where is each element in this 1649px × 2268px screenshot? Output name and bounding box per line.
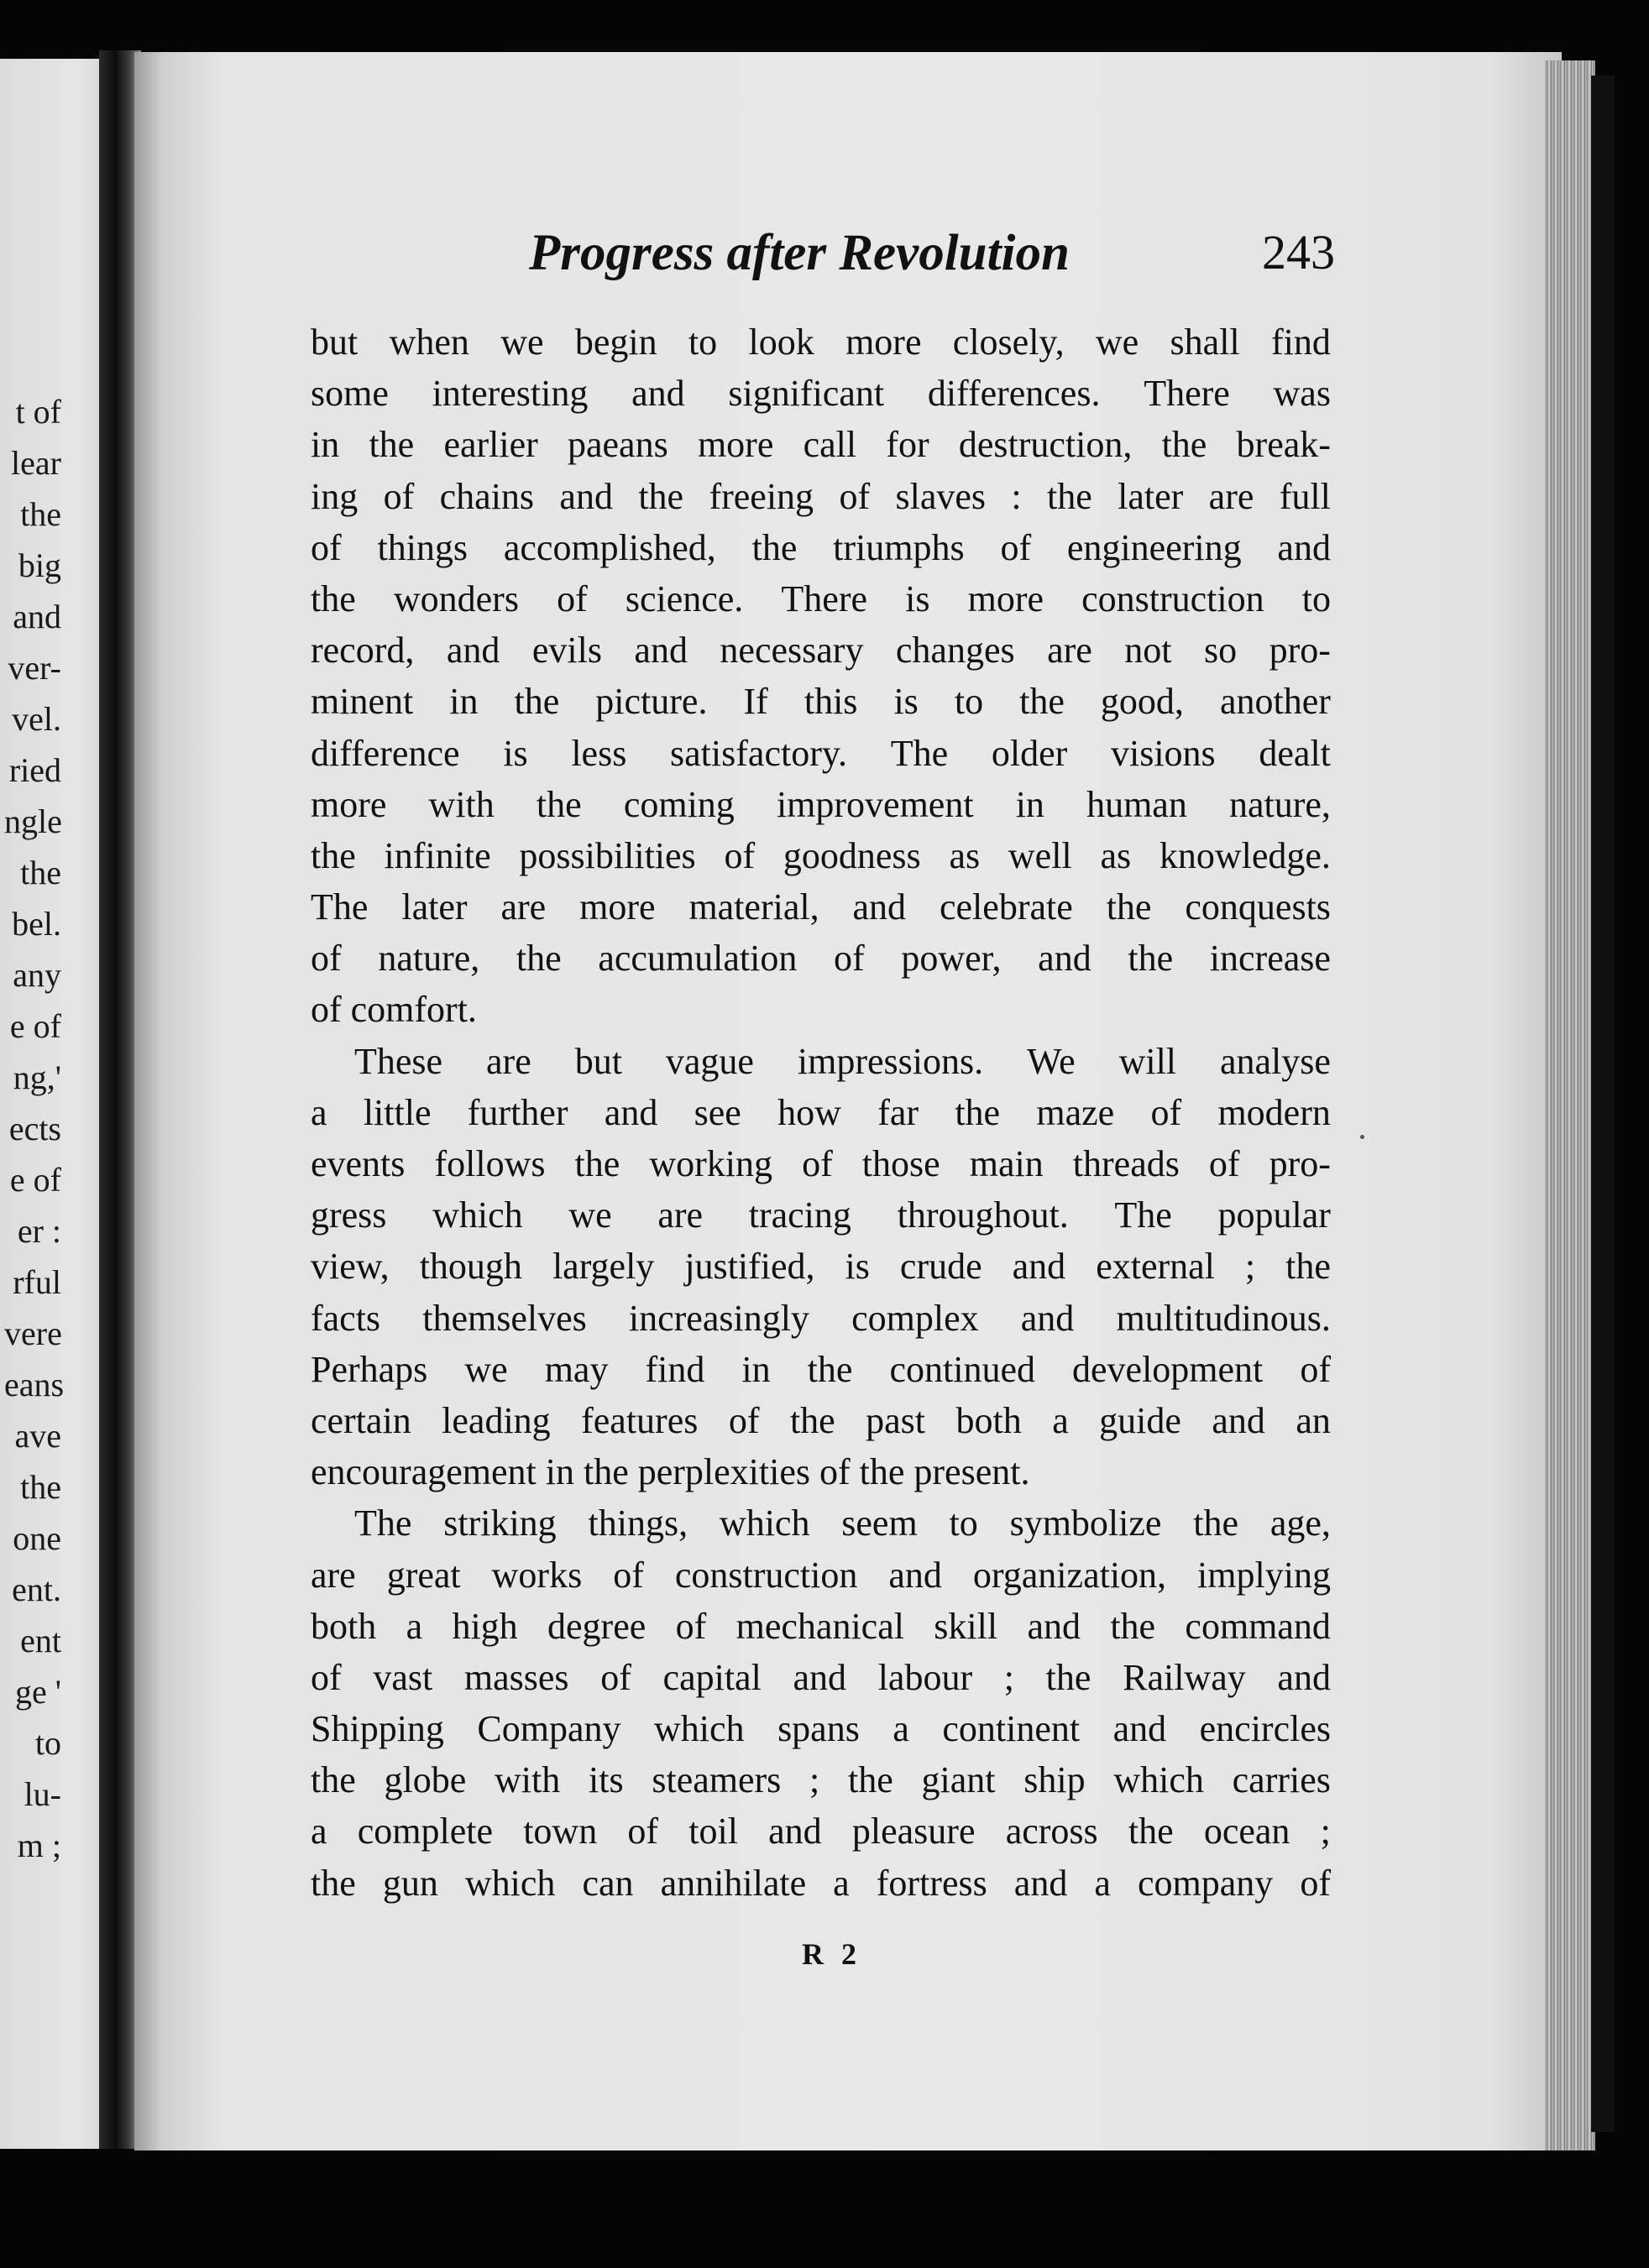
current-page bbox=[134, 52, 1562, 2150]
previous-page-line-end: big bbox=[18, 546, 61, 584]
paragraph bbox=[311, 316, 1331, 1036]
text-line: a little further and see how far the maze of modern bbox=[311, 1091, 1331, 1133]
previous-page-line-end: ver- bbox=[8, 649, 61, 687]
paragraph bbox=[311, 1036, 1331, 1498]
previous-page-line-end: lear bbox=[11, 444, 61, 482]
text-line: the gun which can annihilate a fortress and a company of bbox=[311, 1862, 1331, 1904]
page-number: 243 bbox=[1262, 225, 1335, 280]
text-line: a complete town of toil and pleasure across the ocean ; bbox=[311, 1811, 1331, 1853]
text-line: ing of chains and the freeing of slaves : the later are full bbox=[311, 475, 1331, 517]
previous-page-line-end: the bbox=[20, 1468, 61, 1506]
text-line: minent in the picture. If this is to the good, another bbox=[311, 681, 1331, 723]
previous-page-line-end: to bbox=[34, 1724, 61, 1762]
text-line: in the earlier paeans more call for destruction, the break- bbox=[311, 424, 1331, 466]
text-line: Shipping Company which spans a continent and encircles bbox=[311, 1708, 1331, 1750]
text-line: both a high degree of mechanical skill and the command bbox=[311, 1605, 1331, 1647]
previous-page-line-end: rful bbox=[13, 1263, 61, 1301]
previous-page-line-end: ried bbox=[8, 751, 61, 789]
previous-page-line-end: ngle bbox=[4, 802, 62, 840]
text-line: more with the coming improvement in human nature, bbox=[311, 783, 1331, 825]
stray-ink-mark bbox=[1360, 1135, 1364, 1139]
previous-page-line-end: and bbox=[13, 598, 61, 635]
paragraph bbox=[311, 1497, 1331, 1909]
previous-page-line-end: e of bbox=[9, 1161, 61, 1199]
text-line: These are but vague impressions. We will analyse bbox=[354, 1040, 1331, 1082]
page-stack-edge bbox=[1545, 60, 1595, 2150]
text-line: encouragement in the perplexities of the present. bbox=[311, 1451, 1030, 1493]
previous-page-line-end: eans bbox=[4, 1366, 65, 1403]
previous-page-line-end: ent bbox=[20, 1622, 61, 1659]
previous-page-line-end: one bbox=[13, 1519, 61, 1557]
previous-page-line-end: lu- bbox=[24, 1775, 61, 1813]
text-line: the wonders of science. There is more construction to bbox=[311, 577, 1331, 619]
previous-page-edge bbox=[0, 59, 113, 2149]
body-text bbox=[311, 316, 1331, 1909]
previous-page-line-end: e of bbox=[9, 1007, 61, 1045]
previous-page-line-end: ects bbox=[8, 1110, 61, 1147]
running-title: Progress after Revolution bbox=[529, 225, 1070, 281]
previous-page-line-end: ave bbox=[14, 1417, 61, 1455]
text-line: the infinite possibilities of goodness as well as knowledge. bbox=[311, 834, 1331, 876]
previous-page-line-end: ent. bbox=[12, 1570, 61, 1608]
text-line: some interesting and significant differences. There was bbox=[311, 373, 1331, 415]
previous-page-line-end: the bbox=[20, 495, 61, 533]
text-line: of things accomplished, the triumphs of engineering and bbox=[311, 526, 1331, 568]
text-line: record, and evils and necessary changes are not so pro- bbox=[311, 630, 1331, 672]
previous-page-line-end: vel. bbox=[12, 700, 61, 738]
text-line: difference is less satisfactory. The older visions dealt bbox=[311, 732, 1331, 774]
running-head bbox=[529, 224, 1335, 291]
previous-page-line-end: the bbox=[20, 854, 61, 891]
page-stack-shadow bbox=[1591, 76, 1615, 2132]
text-line: of nature, the accumulation of power, and the increase bbox=[311, 938, 1331, 980]
text-line: Perhaps we may find in the continued development of bbox=[311, 1348, 1331, 1390]
text-line: view, though largely justified, is crude and external ; the bbox=[311, 1246, 1331, 1288]
text-line: gress which we are tracing throughout. The popular bbox=[311, 1194, 1331, 1236]
previous-page-line-end: bel. bbox=[12, 905, 61, 943]
text-line: are great works of construction and organization, implying bbox=[311, 1554, 1331, 1596]
text-line: of vast masses of capital and labour ; the Railway and bbox=[311, 1656, 1331, 1698]
signature-mark: R 2 bbox=[802, 1937, 861, 1971]
text-line: events follows the working of those main threads of pro- bbox=[311, 1143, 1331, 1184]
previous-page-line-end: m ; bbox=[17, 1826, 61, 1864]
text-line: The later are more material, and celebrate the conquests bbox=[311, 886, 1331, 928]
text-line: the globe with its steamers ; the giant ship which carries bbox=[311, 1759, 1331, 1801]
previous-page-line-ends bbox=[4, 386, 113, 1871]
text-line: certain leading features of the past both a guide and an bbox=[311, 1399, 1331, 1441]
previous-page-line-end: er : bbox=[17, 1212, 61, 1250]
text-line: The striking things, which seem to symbolize the age, bbox=[354, 1502, 1331, 1544]
previous-page-line-end: t of bbox=[15, 393, 61, 431]
text-line: facts themselves increasingly complex and multitudinous. bbox=[311, 1297, 1331, 1339]
previous-page-line-end: ng,' bbox=[13, 1058, 61, 1096]
text-line: but when we begin to look more closely, we shall find bbox=[311, 321, 1331, 363]
text-line: of comfort. bbox=[311, 989, 477, 1031]
previous-page-line-end: ge ' bbox=[15, 1673, 61, 1711]
previous-page-line-end: vere bbox=[4, 1314, 62, 1352]
previous-page-line-end: any bbox=[13, 956, 61, 994]
